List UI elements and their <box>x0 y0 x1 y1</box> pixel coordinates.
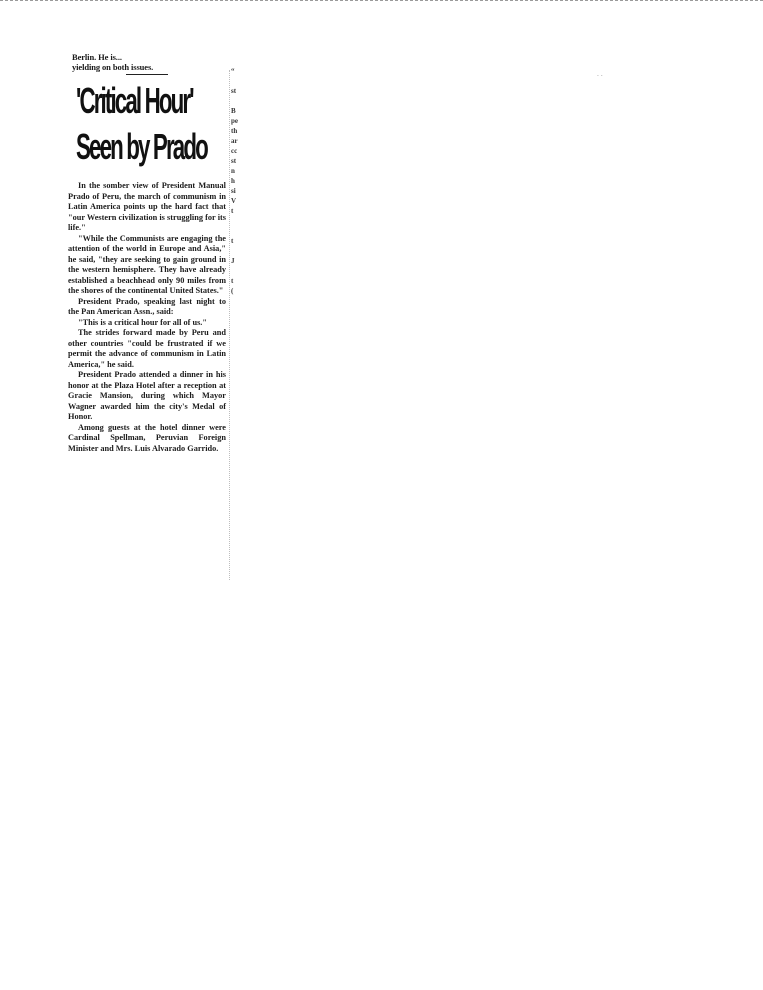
paragraph-4: "This is a critical hour for all of us." <box>78 317 207 327</box>
fragment: “ <box>231 67 235 75</box>
paragraph-5: The strides forward made by Peru and other countries "could be frustrated if we permit the advance of communism in Latin America," he said. <box>68 328 226 369</box>
headline-line-2: Seen by Prado <box>76 126 207 167</box>
paragraph-1: In the somber view of President Manual Prado of Peru, the march of communism in Latin America points up the hard fact that "our Western civilization is struggling for its life." <box>68 181 226 232</box>
lead-line-2: yielding on both issues. <box>72 62 154 72</box>
fragment <box>231 76 245 86</box>
fragment: J <box>231 257 235 265</box>
column-divider <box>229 70 230 580</box>
fragment: V <box>231 197 237 205</box>
headline-line-1: 'Critical Hour' <box>76 80 193 121</box>
lead-line-1: Berlin. He is... <box>72 52 122 62</box>
fragment: pe <box>231 117 238 125</box>
fragment: t <box>231 237 234 245</box>
fragment <box>231 266 245 276</box>
fragment: n <box>231 167 235 175</box>
fragment <box>231 246 245 256</box>
fragment: st <box>231 157 237 165</box>
lead-divider <box>126 74 168 75</box>
stray-mark: · · <box>597 73 603 80</box>
fragment: si <box>231 187 236 195</box>
fragment: ar <box>231 137 238 145</box>
paragraph-6: President Prado attended a dinner in his honor at the Plaza Hotel after a reception at Gracie Mansion, during which Mayor Wagner awarded him the city's Medal of Honor. <box>68 370 226 421</box>
newspaper-clipping <box>66 52 228 590</box>
paragraph-7: Among guests at the hotel dinner were Cardinal Spellman, Peruvian Foreign Minister and Mrs. Luis Alvarado Garrido. <box>68 422 226 453</box>
paragraph-3: President Prado, speaking last night to the Pan American Assn., said: <box>68 296 226 316</box>
fragment <box>231 96 245 106</box>
fragment: t <box>231 207 234 215</box>
fragment: t <box>231 277 234 285</box>
paragraph-2: "While the Communists are engaging the attention of the world in Europe and Asia," he said, "they are seeking to gain ground in the western hemisphere. They have already established a beachhead only 90 miles from the shores of the continental United States." <box>68 233 226 295</box>
fragment <box>231 226 245 236</box>
fragment: h <box>231 177 235 185</box>
adjacent-column-fragments <box>231 66 245 296</box>
fragment <box>231 216 245 226</box>
fragment: cc <box>231 147 238 155</box>
top-dashed-border <box>0 0 763 1</box>
fragment: th <box>231 127 238 135</box>
fragment: B <box>231 107 236 115</box>
article-body <box>66 181 226 454</box>
fragment: ( <box>231 287 234 295</box>
fragment: st <box>231 87 237 95</box>
